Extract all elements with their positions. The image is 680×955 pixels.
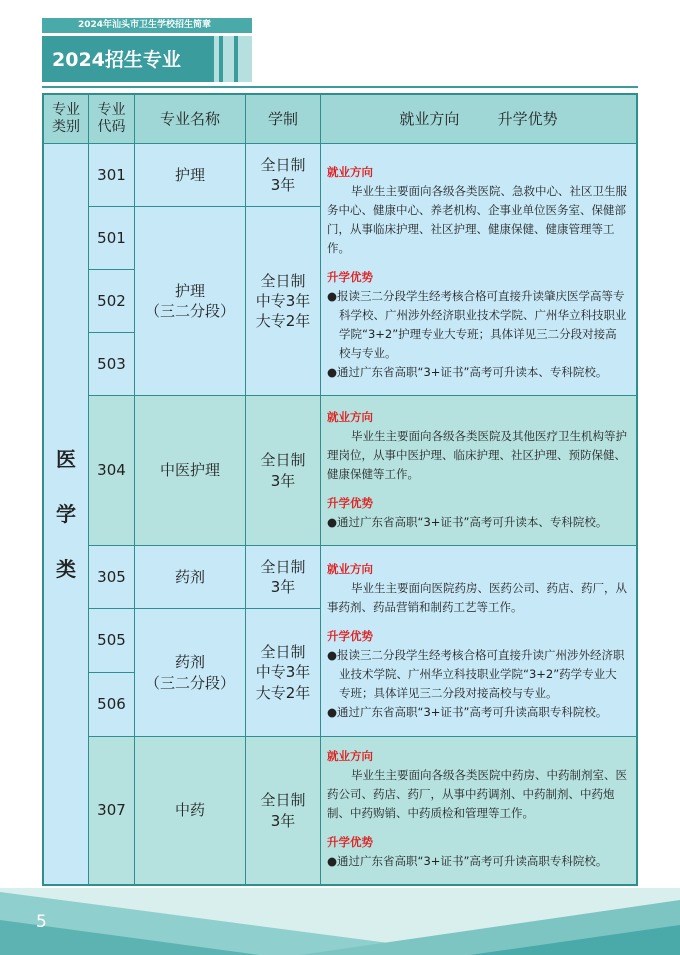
brochure-title: 2024年汕头市卫生学校招生简章	[78, 20, 212, 30]
header-name: 专业名称	[135, 95, 246, 144]
major-name: 药剂 （三二分段）	[135, 609, 246, 737]
decor-bar	[223, 36, 234, 82]
footer-wave	[0, 880, 680, 955]
further-study-label: 升学优势	[327, 270, 373, 284]
code-cell: 502	[89, 270, 135, 333]
prospects-cell	[321, 737, 636, 884]
employment-text: 毕业生主要面向医院药房、医药公司、药店、药厂，从事药剂、药品营销和制药工艺等工作。	[327, 581, 627, 614]
employment-label: 就业方向	[327, 562, 373, 576]
employment-label: 就业方向	[327, 410, 373, 424]
category-cell	[44, 144, 89, 884]
further-study-item: ●通过广东省高职“3+证书”高考可升读高职专科院校。	[327, 705, 608, 719]
prospects-cell	[321, 546, 636, 737]
major-name: 护理 （三二分段）	[135, 207, 246, 396]
prospects-cell	[321, 144, 636, 396]
duration-cell: 全日制 中专3年 大专2年	[246, 207, 321, 396]
majors-table	[42, 93, 638, 886]
header-code: 专业 代码	[89, 95, 135, 144]
employment-label: 就业方向	[327, 749, 373, 763]
category-char: 学	[56, 501, 76, 526]
decor-bar	[214, 36, 219, 82]
further-study-item: ●通过广东省高职“3+证书”高考可升读高职专科院校。	[327, 854, 608, 868]
code-cell: 501	[89, 207, 135, 270]
category-char: 类	[56, 556, 76, 581]
major-name: 中药	[135, 737, 246, 884]
major-name: 中医护理	[135, 396, 246, 546]
category-char: 医	[56, 446, 76, 471]
duration-cell: 全日制 中专3年 大专2年	[246, 609, 321, 737]
major-name: 药剂	[135, 546, 246, 609]
duration-cell: 全日制 3年	[246, 737, 321, 884]
duration-cell: 全日制 3年	[246, 546, 321, 609]
code-cell: 506	[89, 673, 135, 737]
further-study-item: ●通过广东省高职“3+证书”高考可升读本、专科院校。	[327, 515, 608, 529]
code-cell: 503	[89, 333, 135, 396]
code-cell: 505	[89, 609, 135, 673]
header-duration: 学制	[246, 95, 321, 144]
brochure-band	[42, 18, 252, 33]
code-cell: 307	[89, 737, 135, 884]
page-number: 5	[36, 912, 47, 932]
employment-text: 毕业生主要面向各级各类医院中药房、中药制剂室、医药公司、药店、药厂，从事中药调剂、中药制剂、中药炮制、中药购销、中药质检和管理等工作。	[327, 768, 627, 820]
employment-text: 毕业生主要面向各级各类医院及其他医疗卫生机构等护理岗位，从事中医护理、临床护理、社区护理、预防保健、健康保健等工作。	[327, 429, 627, 481]
further-study-label: 升学优势	[327, 629, 373, 643]
section-title: 2024招生专业	[52, 49, 181, 71]
prospects-cell	[321, 396, 636, 546]
code-cell: 301	[89, 144, 135, 207]
code-cell: 305	[89, 546, 135, 609]
further-study-item: ●通过广东省高职“3+证书”高考可升读本、专科院校。	[327, 365, 608, 379]
code-cell: 304	[89, 396, 135, 546]
further-study-item: ●报读三二分段学生经考核合格可直接升读肇庆医学高等专科学校、广州涉外经济职业技术学院、广州华立科技职业学院“3+2”护理专业大专班；具体详见三二分段对接高校与专业。	[327, 289, 627, 360]
duration-cell: 全日制 3年	[246, 144, 321, 207]
employment-label: 就业方向	[327, 165, 373, 179]
section-title-box	[42, 36, 252, 82]
header-category: 专业 类别	[44, 95, 89, 144]
decor-bar	[238, 36, 252, 82]
employment-text: 毕业生主要面向各级各类医院、急救中心、社区卫生服务中心、健康中心、养老机构、企事业单位医务室、保健部门，从事临床护理、社区护理、健康保健、健康管理等工作。	[327, 184, 627, 255]
header-prospects: 就业方向 升学优势	[321, 95, 636, 144]
duration-cell: 全日制 3年	[246, 396, 321, 546]
major-name: 护理	[135, 144, 246, 207]
further-study-item: ●报读三二分段学生经考核合格可直接升读广州涉外经济职业技术学院、广州华立科技职业学院“3+2”药学专业大专班；具体详见三二分段对接高校与专业。	[327, 648, 625, 700]
further-study-label: 升学优势	[327, 835, 373, 849]
header-divider	[42, 86, 638, 88]
further-study-label: 升学优势	[327, 496, 373, 510]
